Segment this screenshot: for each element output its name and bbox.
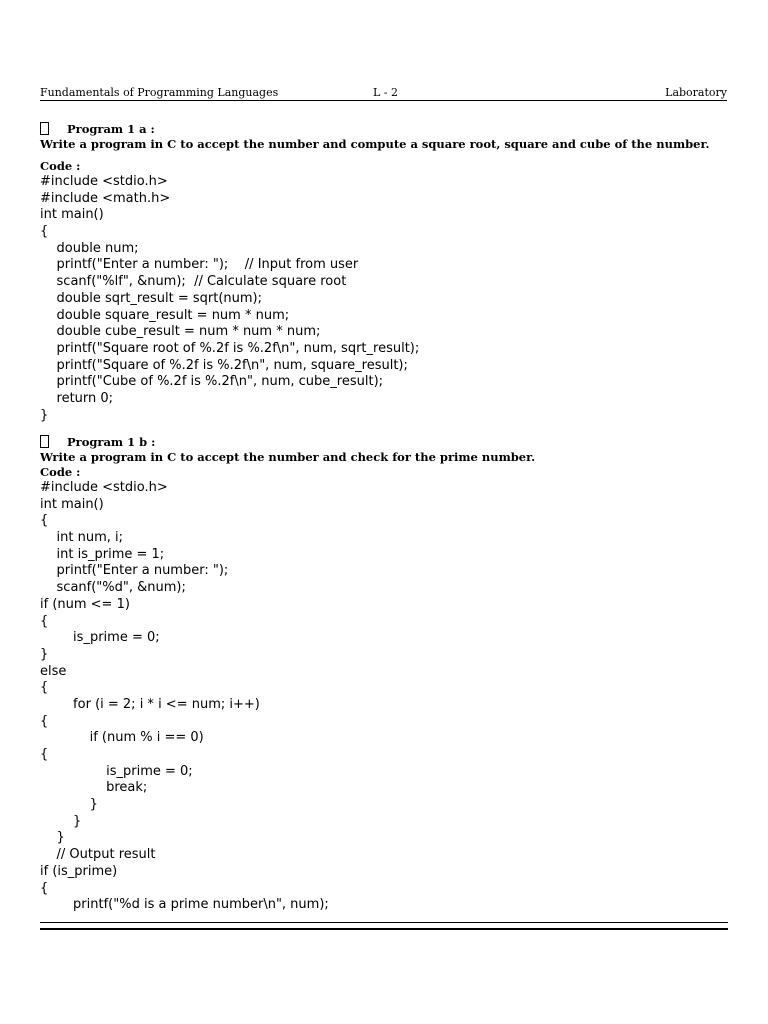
code-line: printf("Square of %.2f is %.2f\n", num, square_result);	[40, 357, 408, 373]
code-line: int num, i;	[40, 530, 124, 546]
code-line: {	[40, 680, 49, 696]
code-line: for (i = 2; i * i <= num; i++)	[40, 696, 260, 712]
code-line: }	[40, 797, 98, 813]
program-title: Program 1 a :	[67, 122, 155, 136]
code-line: printf("Enter a number: "); // Input from user	[40, 257, 359, 273]
code-line: // Output result	[40, 847, 156, 863]
program-heading	[40, 434, 730, 450]
code-line: }	[40, 407, 49, 423]
code-line: printf("Enter a number: ");	[40, 563, 229, 579]
code-line: }	[40, 813, 82, 829]
code-line: #include <math.h>	[40, 190, 171, 206]
code-line: printf("Square root of %.2f is %.2f\n", num, sqrt_result);	[40, 340, 420, 356]
code-line: if (is_prime)	[40, 863, 118, 879]
header-course-title: Fundamentals of Programming Languages	[40, 86, 279, 99]
code-line: double cube_result = num * num * num;	[40, 324, 321, 340]
program-1a-section	[40, 121, 730, 424]
program-description: Write a program in C to accept the number and check for the prime number.	[40, 450, 536, 464]
program-description: Write a program in C to accept the number and compute a square root, square and cube of the number.	[40, 137, 710, 151]
code-line: {	[40, 880, 49, 896]
code-line: #include <stdio.h>	[40, 480, 168, 495]
program-title: Program 1 b :	[67, 435, 156, 449]
code-line: printf("Cube of %.2f is %.2f\n", num, cube_result);	[40, 374, 384, 390]
program-1b-section	[40, 434, 730, 914]
code-line: double square_result = num * num;	[40, 307, 290, 323]
code-block	[40, 174, 730, 424]
code-line: is_prime = 0;	[40, 630, 160, 646]
code-line: int main()	[40, 496, 104, 512]
code-line: scanf("%lf", &num); // Calculate square root	[40, 274, 347, 290]
bullet-box-icon	[40, 435, 49, 448]
code-line: {	[40, 613, 49, 629]
code-line: is_prime = 0;	[40, 763, 193, 779]
code-line: if (num <= 1)	[40, 596, 130, 612]
code-line: double num;	[40, 240, 139, 256]
code-line: {	[40, 224, 49, 240]
code-line: break;	[40, 780, 148, 796]
code-block	[40, 480, 730, 914]
code-line: else	[40, 663, 67, 679]
code-line: {	[40, 513, 49, 529]
footer-divider	[40, 922, 728, 930]
code-line: int is_prime = 1;	[40, 546, 165, 562]
program-heading	[40, 121, 730, 137]
code-line: int main()	[40, 207, 104, 223]
code-line: {	[40, 747, 49, 762]
code-label: Code :	[40, 465, 81, 479]
code-line: if (num % i == 0)	[40, 730, 204, 746]
bullet-box-icon	[40, 122, 49, 135]
code-line: printf("%d is a prime number\n", num);	[40, 897, 329, 913]
code-line: }	[40, 830, 65, 846]
code-line: {	[40, 713, 49, 729]
header-section-label: Laboratory	[665, 86, 727, 99]
header-page-number: L - 2	[373, 86, 399, 99]
code-line: double sqrt_result = sqrt(num);	[40, 290, 263, 306]
code-line: scanf("%d", &num);	[40, 580, 186, 596]
page-header	[40, 84, 727, 101]
code-line: }	[40, 646, 49, 662]
code-line: #include <stdio.h>	[40, 174, 168, 189]
code-label: Code :	[40, 159, 81, 173]
code-line: return 0;	[40, 390, 114, 406]
